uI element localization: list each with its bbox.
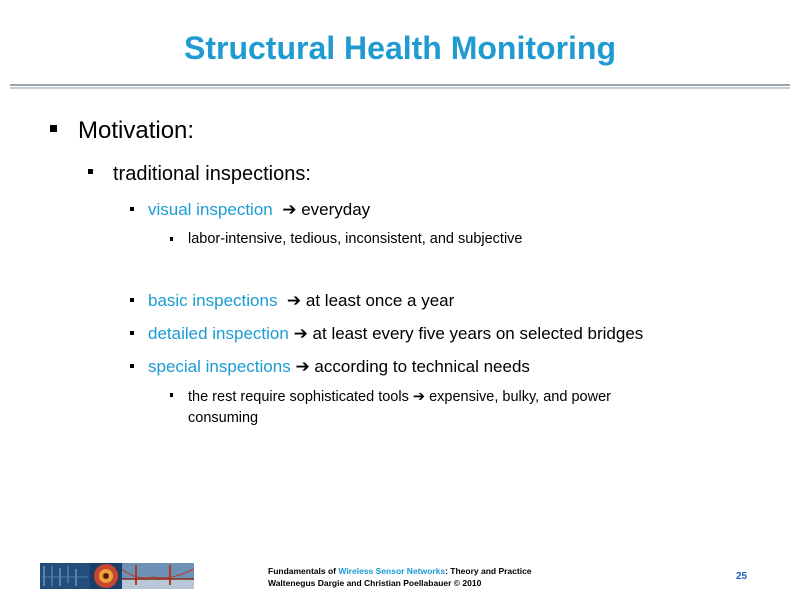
bullet-traditional-inspections: traditional inspections: xyxy=(113,163,311,185)
bullet-marker xyxy=(170,237,173,241)
arrow-right-icon: ➔ xyxy=(282,200,297,219)
arrow-right-icon: ➔ xyxy=(412,389,426,405)
term-special-inspections: special inspections xyxy=(148,357,291,376)
footer-book-title: Wireless Sensor Networks xyxy=(338,566,446,576)
special-sub-line1-prefix: the rest require sophisticated tools xyxy=(188,389,409,405)
book-cover-strip-icon xyxy=(40,563,194,589)
detail-visual-inspection: everyday xyxy=(301,200,371,219)
footer-line-2: Waltenegus Dargie and Christian Poellabauer © 2010 xyxy=(268,578,482,588)
detail-special-inspections: according to technical needs xyxy=(314,357,530,376)
bullet-motivation: Motivation: xyxy=(78,117,195,144)
bullet-visual-subpoint: labor-intensive, tedious, inconsistent, and subjective xyxy=(188,231,523,247)
bullet-marker xyxy=(130,207,134,211)
bullet-marker xyxy=(170,393,173,397)
page-number: 25 xyxy=(736,571,748,582)
bullet-special-inspections xyxy=(148,357,530,377)
bullet-marker xyxy=(130,364,134,368)
title-divider xyxy=(10,84,790,89)
footer-prefix: Fundamentals of xyxy=(268,566,339,576)
special-sub-line1-suffix: expensive, bulky, and power xyxy=(429,389,611,405)
term-basic-inspections: basic inspections xyxy=(148,291,278,310)
term-visual-inspection: visual inspection xyxy=(148,200,273,219)
term-detailed-inspection: detailed inspection xyxy=(148,324,289,343)
detail-basic-inspections: at least once a year xyxy=(305,291,455,310)
detail-detailed-inspection: at least every five years on selected bridges xyxy=(312,324,644,343)
bullet-marker xyxy=(88,169,93,174)
bullet-detailed-inspection xyxy=(148,324,643,344)
arrow-right-icon: ➔ xyxy=(293,324,308,343)
slide-title: Structural Health Monitoring xyxy=(184,30,616,66)
bullet-marker xyxy=(130,331,134,335)
special-sub-line2: consuming xyxy=(188,410,259,426)
arrow-right-icon: ➔ xyxy=(286,291,302,310)
bullet-marker xyxy=(50,125,57,132)
bullet-marker xyxy=(130,298,134,302)
footer-suffix: : Theory and Practice xyxy=(445,566,532,576)
bullet-special-subpoint xyxy=(188,387,611,429)
arrow-right-icon: ➔ xyxy=(295,357,310,376)
footer-line-1 xyxy=(268,566,532,576)
bullet-basic-inspections xyxy=(148,291,454,311)
bullet-visual-inspection xyxy=(148,200,370,220)
